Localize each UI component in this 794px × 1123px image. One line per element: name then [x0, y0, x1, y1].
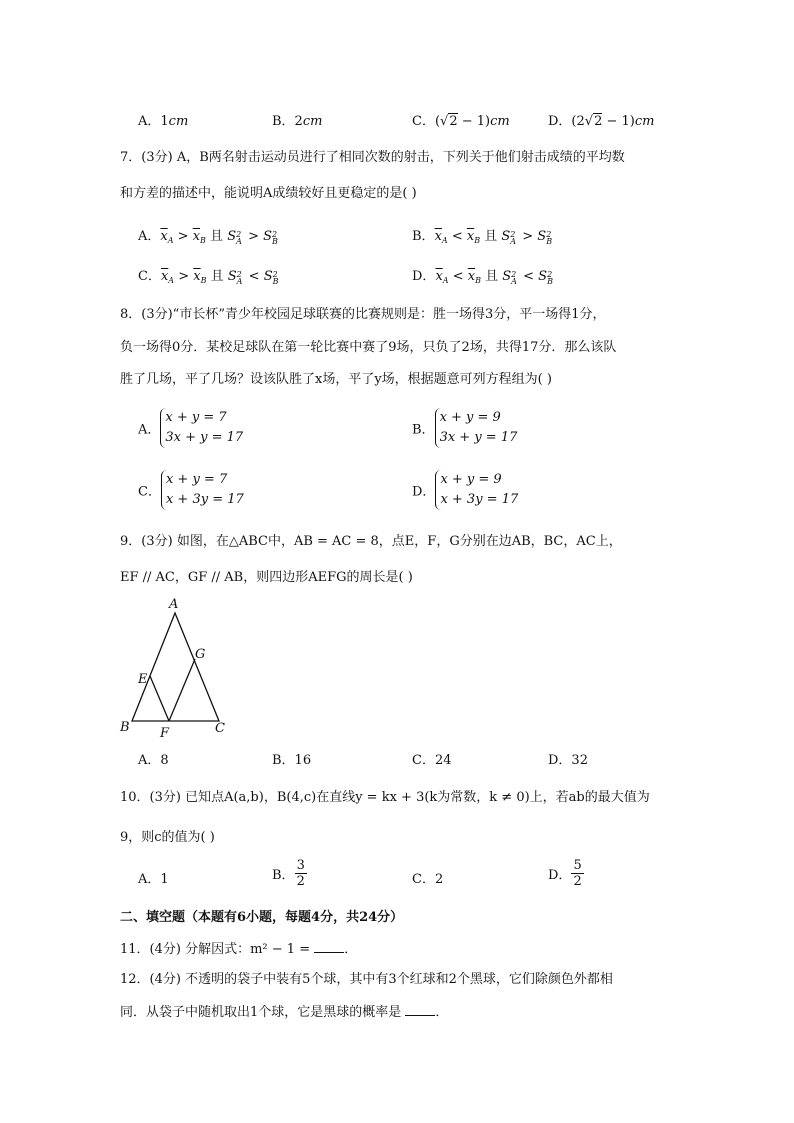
q7-option-d: D．$\overline{x}_A < \overline{x}_B$ 且 S 2 A < S 2 B — [412, 269, 553, 286]
q7-option-a: A．$\overline{x}_A > \overline{x}_B$ 且 S 2 A > S 2 B — [138, 229, 278, 246]
q10-option-b: B． $\frac{3}{2}$ — [272, 858, 305, 889]
label-e: E — [138, 672, 148, 687]
q8-stem-line2: 负一场得0分．某校足球队在第一轮比赛中赛了9场，只负了2场，共得17分．那么该队 — [120, 340, 617, 355]
q6-option-d: D．(2√2 − 1)cm — [548, 114, 655, 129]
q6-option-a: A．1cm — [138, 114, 189, 129]
q9-stem-line2: EF // AC，GF // AB，则四边形AEFG的周长是( ) — [120, 570, 413, 585]
q12-stem-line2: 同．从袋子中随机取出1个球，它是黑球的概率是 — [120, 1005, 406, 1020]
q11-line: 11．(4分) 分解因式：m² − 1 = ． — [120, 942, 358, 957]
q10-stem-line1: 10．(3分) 已知点A(a,b)，B(4,c)在直线y = kx + 3(k为常数，k ≠ 0)上，若ab的最大值为 — [120, 790, 650, 805]
q7-stem-line1: 7．(3分) A，B两名射击运动员进行了相同次数的射击，下列关于他们射击成绩的平均数 — [120, 150, 625, 165]
q8-option-a: A． x + y = 7 3x + y = 17 — [138, 408, 243, 448]
q7-stem-line2: 和方差的描述中，能说明A成绩较好且更稳定的是( ) — [120, 186, 417, 201]
q12-blank[interactable] — [405, 1003, 435, 1016]
q8-stem-line1: 8．(3分)“市长杯”青少年校园足球联赛的比赛规则是：胜一场得3分，平一场得1分， — [120, 307, 606, 322]
q12-stem-line1: 12．(4分) 不透明的袋子中装有5个球，其中有3个红球和2个黑球，它们除颜色外都相 — [120, 972, 613, 987]
label-c: C — [215, 721, 225, 736]
q8-option-b: B． x + y = 9 3x + y = 17 — [412, 408, 517, 448]
q12-line2: 同．从袋子中随机取出1个球，它是黑球的概率是 ． — [120, 1005, 449, 1020]
triangle-figure — [115, 595, 245, 740]
q8-stem-line3: 胜了几场，平了几场？设该队胜了x场，平了y场，根据题意可列方程组为( ) — [120, 372, 552, 387]
q10-option-d: D． $\frac{5}{2}$ — [548, 858, 582, 889]
q9-option-a: A．8 — [138, 753, 169, 768]
label-b: B — [120, 720, 130, 735]
q8-option-d: D． x + y = 9 x + 3y = 17 — [412, 470, 518, 510]
q6-option-c: C．(√2 − 1)cm — [412, 114, 510, 129]
label-g: G — [195, 647, 206, 662]
q11-blank[interactable] — [314, 940, 344, 953]
q9-option-c: C．24 — [412, 753, 452, 768]
q10-option-a: A．1 — [138, 872, 169, 887]
q7-option-c: C．$\overline{x}_A > \overline{x}_B$ 且 S 2 A < S 2 B — [138, 269, 279, 286]
section2-heading: 二、填空题（本题有6小题，每题4分，共24分） — [120, 910, 404, 925]
q7-option-b: B．$\overline{x}_A < \overline{x}_B$ 且 S 2 A > S 2 B — [412, 229, 553, 246]
q10-option-c: C．2 — [412, 872, 444, 887]
label-a: A — [169, 597, 179, 612]
q9-option-b: B．16 — [272, 753, 312, 768]
q8-option-c: C． x + y = 7 x + 3y = 17 — [138, 470, 244, 510]
q9-option-d: D．32 — [548, 753, 588, 768]
q9-stem-line1: 9．(3分) 如图，在△ABC中，AB = AC = 8，点E，F，G分别在边AB，BC，AC上， — [120, 534, 622, 549]
label-f: F — [160, 726, 170, 741]
q10-stem-line2: 9，则c的值为( ) — [120, 830, 215, 845]
q6-option-b: B．2cm — [272, 114, 323, 129]
q11-stem: 11．(4分) 分解因式：m² − 1 = — [120, 942, 315, 957]
